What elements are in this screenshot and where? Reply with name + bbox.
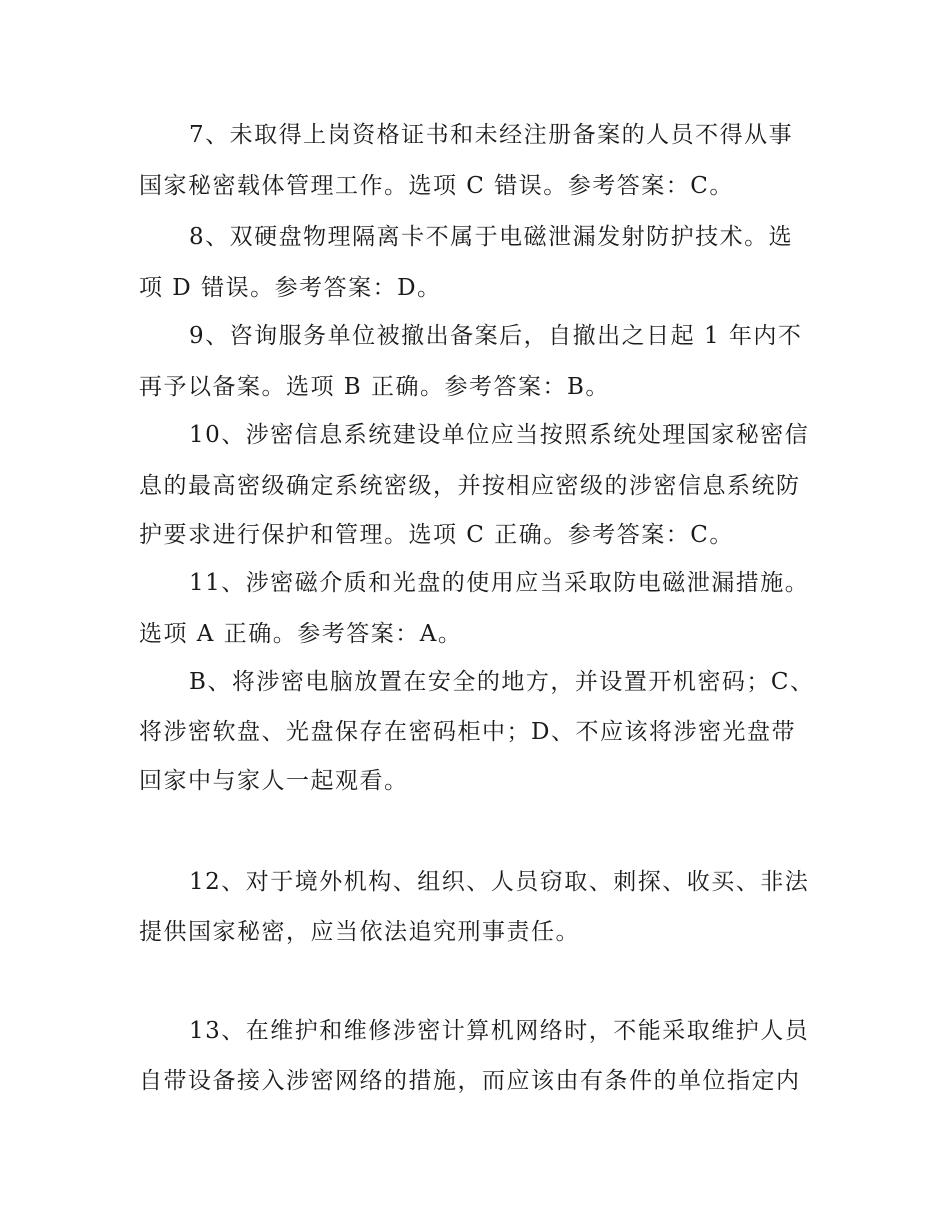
- paragraph-8-line-1: 8、双硬盘物理隔离卡不属于电磁泄漏发射防护技术。选: [189, 224, 794, 250]
- paragraph-10-line-3: 护要求进行保护和管理。选项 C 正确。参考答案：C。: [139, 522, 734, 548]
- paragraph-10-line-2: 息的最高密级确定系统密级，并按相应密级的涉密信息系统防: [139, 473, 801, 499]
- paragraph-9-line-2: 再予以备案。选项 B 正确。参考答案：B。: [139, 374, 610, 400]
- paragraph-7-line-2: 国家秘密载体管理工作。选项 C 错误。参考答案：C。: [139, 173, 734, 199]
- paragraph-9-line-1: 9、咨询服务单位被撤出备案后，自撤出之日起 1 年内不: [189, 323, 803, 349]
- paragraph-13-line-2: 自带设备接入涉密网络的措施，而应该由有条件的单位指定内: [139, 1068, 801, 1094]
- paragraph-7-line-1: 7、未取得上岗资格证书和未经注册备案的人员不得从事: [189, 122, 794, 148]
- paragraph-13-line-1: 13、在维护和维修涉密计算机网络时，不能采取维护人员: [189, 1018, 810, 1044]
- paragraph-12-line-2: 提供国家秘密，应当依法追究刑事责任。: [139, 919, 580, 945]
- options-line-3: 回家中与家人一起观看。: [139, 768, 409, 794]
- paragraph-11-line-2: 选项 A 正确。参考答案：A。: [139, 621, 463, 647]
- paragraph-10-line-1: 10、涉密信息系统建设单位应当按照系统处理国家秘密信: [189, 422, 810, 448]
- paragraph-11-line-1: 11、涉密磁介质和光盘的使用应当采取防电磁泄漏措施。: [189, 570, 810, 596]
- options-line-2: 将涉密软盘、光盘保存在密码柜中；D、不应该将涉密光盘带: [139, 719, 796, 745]
- paragraph-8-line-2: 项 D 错误。参考答案：D。: [139, 275, 442, 301]
- paragraph-12-line-1: 12、对于境外机构、组织、人员窃取、刺探、收买、非法: [189, 869, 810, 895]
- options-line-1: B、将涉密电脑放置在安全的地方，并设置开机密码；C、: [189, 669, 815, 695]
